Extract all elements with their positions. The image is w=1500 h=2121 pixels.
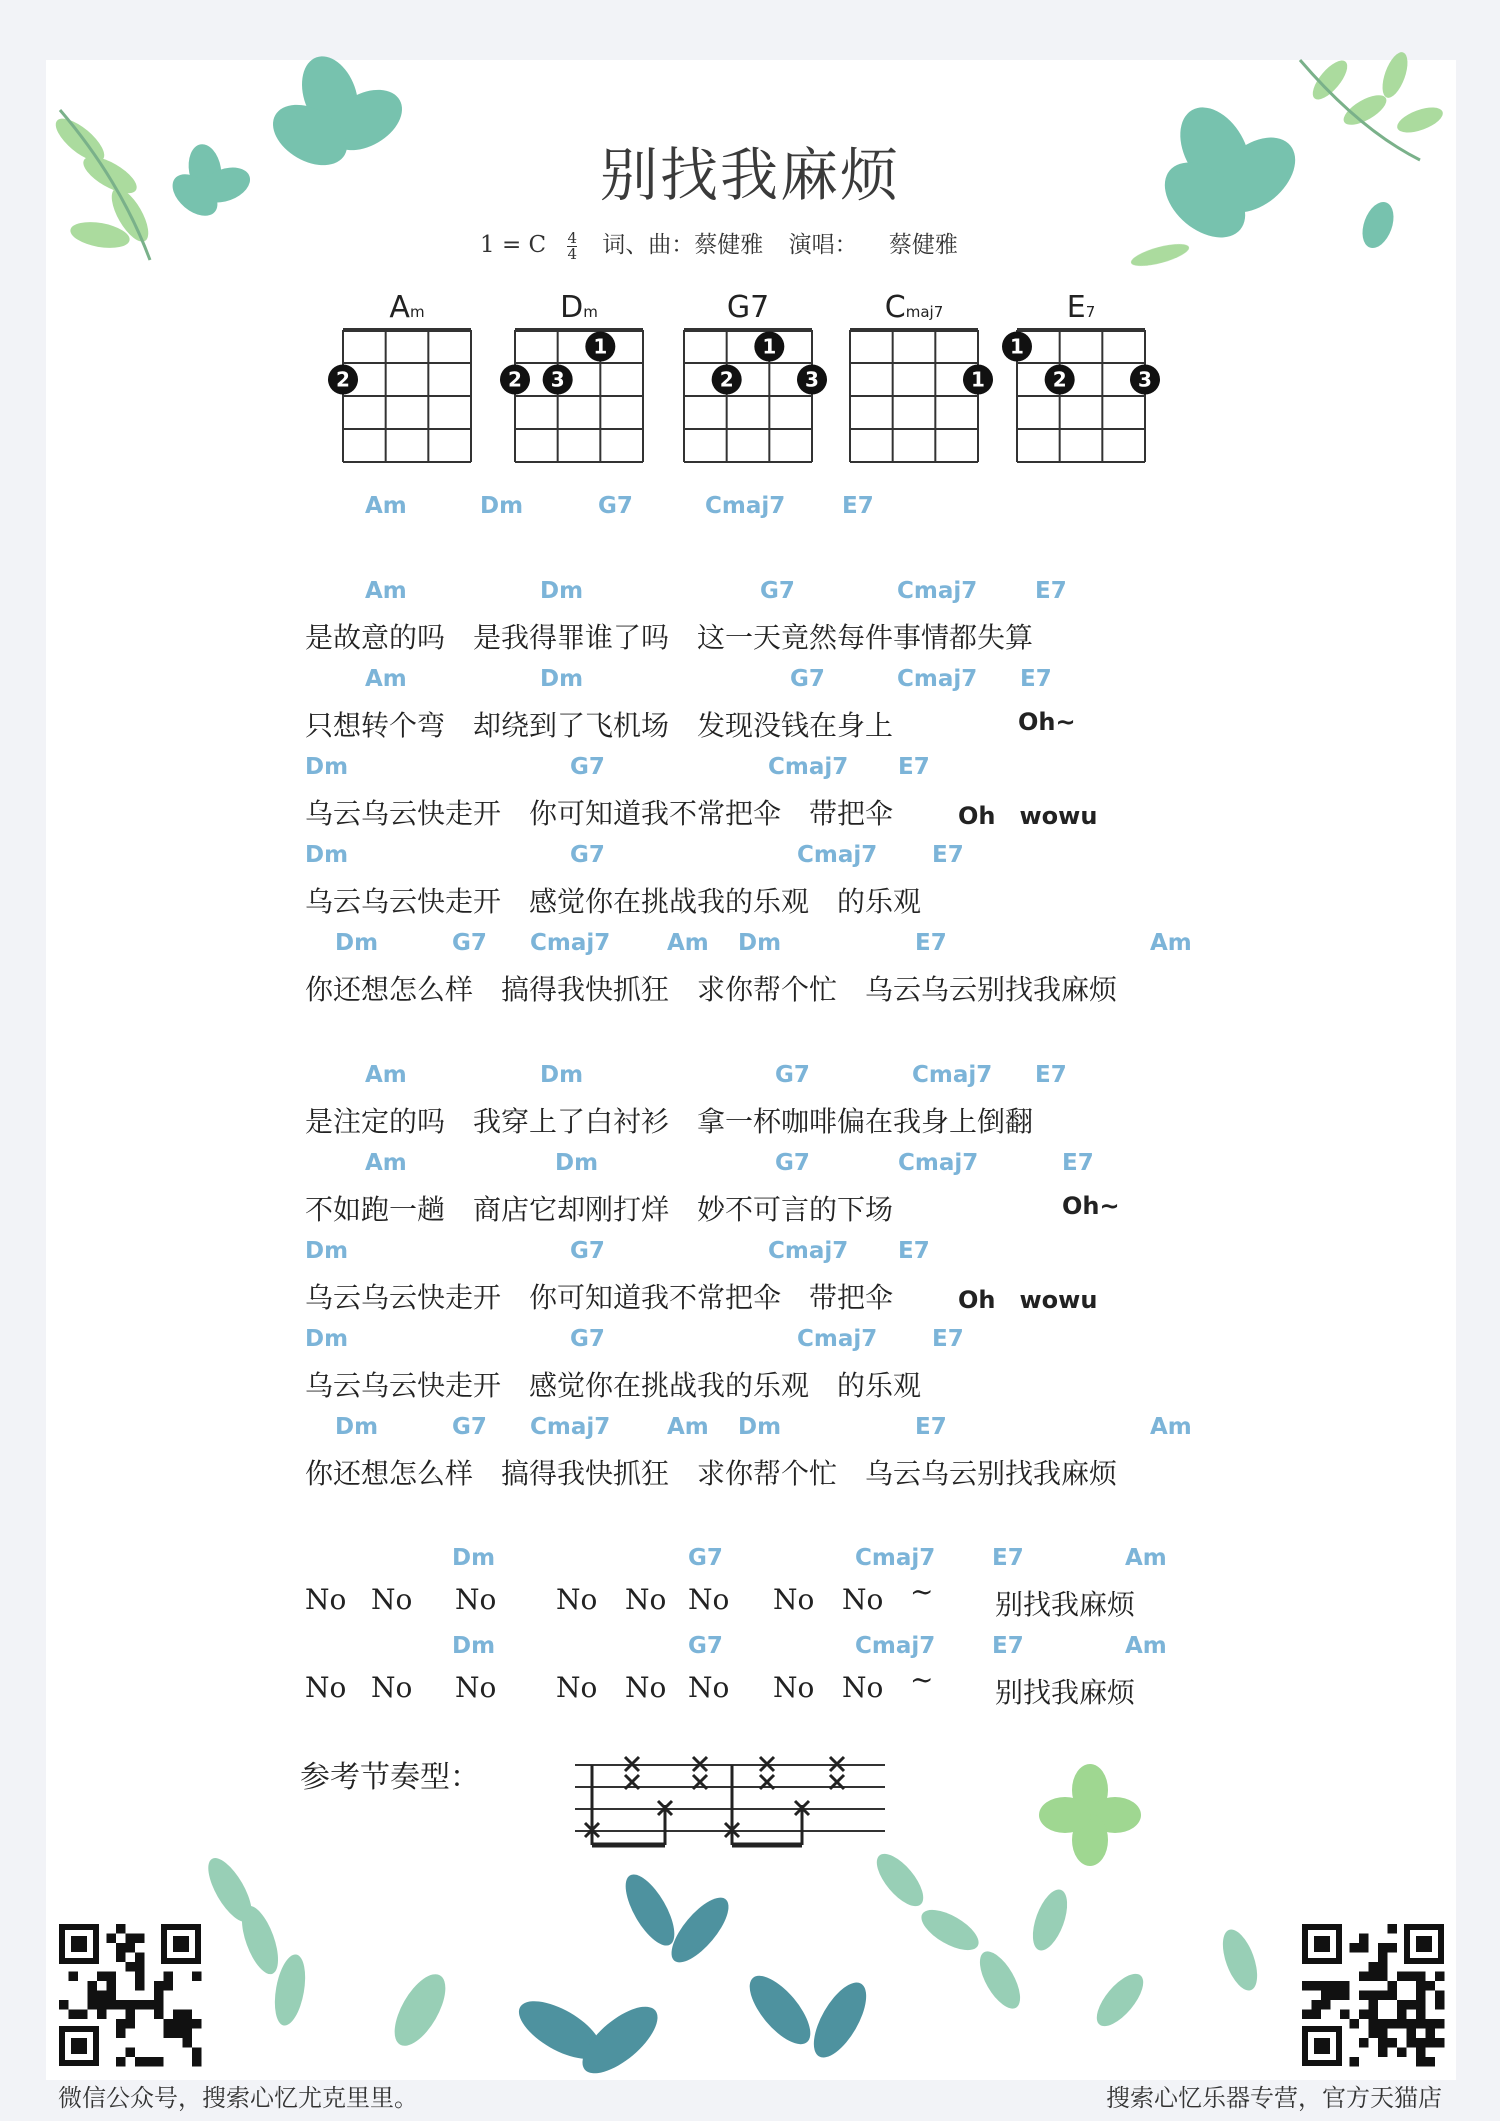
outro-chord: Am (1125, 1545, 1167, 1571)
finger-number: 1 (762, 334, 777, 359)
rhythm-label: 参考节奏型： (300, 1760, 480, 1795)
lyric-chord: G7 (452, 930, 487, 956)
outro-chord: E7 (992, 1545, 1024, 1571)
lyric-chord: E7 (915, 1414, 947, 1440)
lyric-chord: Dm (305, 1238, 349, 1264)
outro-word: No (305, 1583, 347, 1616)
outro-word: No (455, 1671, 497, 1704)
lyric-chord: Cmaj7 (530, 1414, 611, 1440)
lyric-chord: Dm (540, 1062, 584, 1088)
outro-chord: E7 (992, 1633, 1024, 1659)
finger-number: 2 (336, 367, 350, 392)
lyric-chord: Cmaj7 (898, 1150, 979, 1176)
lyric-chord: Dm (555, 1150, 599, 1176)
lyric-chord: Dm (305, 842, 349, 868)
song-info (480, 226, 976, 262)
lyric-chord: G7 (570, 1326, 605, 1352)
intro-chord: Am (365, 493, 407, 519)
lyric-tail: Oh wowu (958, 1286, 1098, 1314)
lyric-chord: Cmaj7 (797, 1326, 878, 1352)
intro-chord: Cmaj7 (705, 493, 786, 519)
lyric-chord: G7 (775, 1062, 810, 1088)
time-signature: $\frac{4}{4}$ (567, 228, 577, 263)
lyric-line: 乌云乌云快走开 你可知道我不常把伞 带把伞 (305, 797, 894, 830)
finger-number: 1 (593, 334, 608, 359)
lyric-line: 乌云乌云快走开 你可知道我不常把伞 带把伞 (305, 1281, 894, 1314)
chord-diagram (323, 320, 491, 472)
lyric-line: 是故意的吗 是我得罪谁了吗 这一天竟然每件事情都失算 (305, 621, 1034, 654)
lyric-chord: Am (365, 1062, 407, 1088)
chord-diagram-name: Dm (560, 290, 598, 325)
lyric-chord: G7 (570, 754, 605, 780)
lyric-chord: Am (365, 666, 407, 692)
lyric-chord: E7 (898, 1238, 930, 1264)
lyric-chord: E7 (1020, 666, 1052, 692)
outro-word: No (625, 1671, 667, 1704)
lyric-chord: Cmaj7 (897, 578, 978, 604)
lyric-chord: Am (1150, 930, 1192, 956)
lyric-chord: Dm (335, 930, 379, 956)
outro-word: No (688, 1583, 730, 1616)
lyric-tail: Oh~ (1062, 1192, 1120, 1220)
outro-word: No (773, 1583, 815, 1616)
finger-number: 2 (719, 367, 734, 392)
outro-lyric: 别找我麻烦 (995, 1588, 1136, 1621)
chord-diagram-name: G7 (726, 290, 770, 325)
outro-tilde: ~ (910, 1575, 934, 1608)
finger-number: 1 (1010, 334, 1024, 359)
chord-diagram (664, 320, 832, 472)
lyric-tail: Oh~ (1018, 708, 1076, 736)
outro-word: No (625, 1583, 667, 1616)
outro-word: No (773, 1671, 815, 1704)
song-title: 别找我麻烦 (599, 141, 900, 209)
outro-chord: G7 (688, 1545, 723, 1571)
intro-chord: G7 (598, 493, 633, 519)
footer-left-text: 微信公众号，搜索心忆尤克里里。 (58, 2084, 418, 2112)
lyric-chord: Dm (305, 754, 349, 780)
chord-diagram (495, 320, 663, 472)
rhythm-pattern (575, 1745, 885, 1860)
qr-code-left[interactable] (55, 1920, 205, 2070)
lyric-chord: Am (365, 578, 407, 604)
lyric-chord: Am (1150, 1414, 1192, 1440)
lyric-tail: Oh wowu (958, 802, 1098, 830)
lyric-chord: G7 (570, 842, 605, 868)
outro-word: No (305, 1671, 347, 1704)
lyric-chord: Cmaj7 (897, 666, 978, 692)
lyric-chord: E7 (898, 754, 930, 780)
outro-word: No (842, 1671, 884, 1704)
outro-word: No (556, 1583, 598, 1616)
outro-chord: Dm (452, 1545, 496, 1571)
lyric-chord: E7 (1035, 578, 1067, 604)
lyric-line: 只想转个弯 却绕到了飞机场 发现没钱在身上 (305, 709, 894, 742)
outro-word: No (371, 1583, 413, 1616)
chord-diagram (997, 320, 1165, 472)
lyric-chord: G7 (570, 1238, 605, 1264)
intro-chord: E7 (842, 493, 874, 519)
chord-diagram-name: Am (389, 290, 425, 325)
lyric-chord: Am (365, 1150, 407, 1176)
outro-tilde: ~ (910, 1663, 934, 1696)
finger-number: 1 (971, 367, 985, 392)
finger-number: 3 (805, 367, 819, 392)
lyric-chord: E7 (1035, 1062, 1067, 1088)
outro-word: No (556, 1671, 598, 1704)
lyric-chord: E7 (1062, 1150, 1094, 1176)
outro-chord: Dm (452, 1633, 496, 1659)
finger-number: 2 (1052, 367, 1067, 392)
lyric-line: 是注定的吗 我穿上了白衬衫 拿一杯咖啡偏在我身上倒翻 (305, 1105, 1034, 1138)
qr-code-right[interactable] (1298, 1920, 1448, 2070)
outro-chord: Cmaj7 (855, 1545, 936, 1571)
lyric-chord: Am (667, 930, 709, 956)
lyric-chord: G7 (760, 578, 795, 604)
lyric-line: 乌云乌云快走开 感觉你在挑战我的乐观 的乐观 (305, 1369, 922, 1402)
lyricist-composer: 词、曲：蔡健雅 (602, 232, 764, 258)
lyric-line: 你还想怎么样 搞得我快抓狂 求你帮个忙 乌云乌云别找我麻烦 (305, 973, 1118, 1006)
outro-chord: G7 (688, 1633, 723, 1659)
lyric-line: 不如跑一趟 商店它却刚打烊 妙不可言的下场 (305, 1193, 894, 1226)
intro-chord: Dm (480, 493, 524, 519)
lyric-chord: Am (667, 1414, 709, 1440)
chord-diagram (830, 320, 998, 472)
lyric-chord: E7 (932, 1326, 964, 1352)
lyric-chord: Cmaj7 (912, 1062, 993, 1088)
lyric-chord: Dm (540, 578, 584, 604)
lyric-chord: G7 (775, 1150, 810, 1176)
lyric-chord: Dm (738, 930, 782, 956)
lyric-chord: Dm (305, 1326, 349, 1352)
lyric-line: 你还想怎么样 搞得我快抓狂 求你帮个忙 乌云乌云别找我麻烦 (305, 1457, 1118, 1490)
footer-right-text: 搜索心忆乐器专营，官方天猫店 (1106, 2084, 1442, 2112)
chord-diagram-name: E7 (1066, 290, 1096, 325)
lyric-chord: Cmaj7 (768, 1238, 849, 1264)
lyric-chord: Dm (540, 666, 584, 692)
lyric-chord: E7 (915, 930, 947, 956)
finger-number: 3 (550, 367, 565, 392)
lyric-chord: E7 (932, 842, 964, 868)
lyric-chord: G7 (452, 1414, 487, 1440)
singer-label: 演唱： (788, 232, 858, 258)
lyric-chord: G7 (790, 666, 825, 692)
outro-word: No (842, 1583, 884, 1616)
lyric-chord: Cmaj7 (530, 930, 611, 956)
outro-chord: Cmaj7 (855, 1633, 936, 1659)
lyric-chord: Dm (738, 1414, 782, 1440)
chord-diagram-name: Cmaj7 (884, 290, 944, 325)
finger-number: 3 (1138, 367, 1152, 392)
outro-word: No (688, 1671, 730, 1704)
outro-word: No (371, 1671, 413, 1704)
key-signature: 1 = C (480, 232, 547, 258)
lyric-line: 乌云乌云快走开 感觉你在挑战我的乐观 的乐观 (305, 885, 922, 918)
lyric-chord: Cmaj7 (797, 842, 878, 868)
singer-name: 蔡健雅 (888, 232, 958, 258)
outro-chord: Am (1125, 1633, 1167, 1659)
lyric-chord: Cmaj7 (768, 754, 849, 780)
finger-number: 2 (508, 367, 522, 392)
outro-lyric: 别找我麻烦 (995, 1676, 1136, 1709)
outro-word: No (455, 1583, 497, 1616)
lyric-chord: Dm (335, 1414, 379, 1440)
